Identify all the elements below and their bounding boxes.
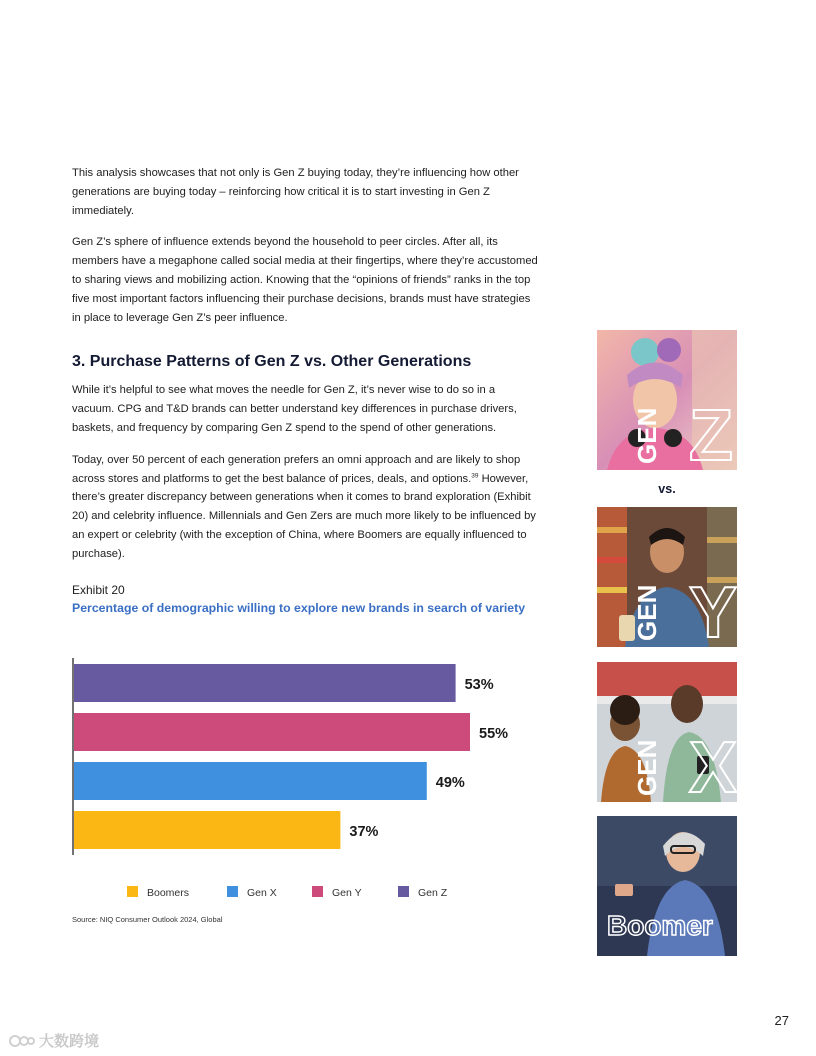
legend-label: Gen X [247, 887, 277, 899]
legend-swatch-gen-z [398, 886, 409, 897]
bar-gen-z [74, 664, 456, 702]
legend-label: Gen Y [332, 887, 362, 899]
section-heading: 3. Purchase Patterns of Gen Z vs. Other Generations [72, 353, 472, 371]
bar-value-label: 55% [479, 726, 509, 742]
gen-x-letter: X [689, 728, 737, 802]
watermark-logo-icon [9, 1032, 35, 1050]
main-content [72, 164, 538, 615]
legend-swatch-gen-y [312, 886, 323, 897]
source-note: Source: NIQ Consumer Outlook 2024, Global [72, 915, 223, 924]
gen-y-photo [597, 507, 737, 647]
section-paragraph-2-rest: However, there’s greater discrepancy between generations when it comes to brand exploration (Exhibit 20) and celebrity influence. Millennials and Gen Zers are much more likely to be influenced by an expert or celebrity (with the exception of China, where Boomers are equally influenced to purchase). [72, 472, 536, 560]
intro-paragraph-2: Gen Z’s sphere of influence extends beyond the household to peer circles. After all, its members have a megaphone called social media at their fingertips, where they’re accustomed to sharing views and mobilizing action. Knowing that the “opinions of friends” ranks in the top five most important factors influencing their purchase decisions, brands must have strategies in place to leverage Gen Z’s peer influence. [72, 236, 538, 324]
gen-y-letter: Y [689, 573, 737, 647]
exhibit-title: Percentage of demographic willing to explore new brands in search of variety [72, 600, 526, 615]
page-number: 27 [774, 1013, 789, 1028]
section-paragraph-2-main: Today, over 50 percent of each generation prefers an omni approach and are likely to shop across stores and platforms to get the best balance of prices, deals, and options. [72, 453, 521, 485]
footnote-ref[interactable]: 39 [471, 471, 479, 479]
gen-x-photo [597, 662, 737, 802]
bar-value-label: 53% [464, 677, 494, 693]
exhibit-label: Exhibit 20 [72, 582, 125, 597]
boomer-photo [597, 816, 737, 956]
legend-swatch-gen-x [227, 886, 238, 897]
gen-y-caption: GEN [632, 584, 662, 641]
section-paragraph-1: While it’s helpful to see what moves the needle for Gen Z, it’s never wise to do so in a vacuum. CPG and T&D brands can better understand key differences in purchase drivers, baskets, and frequency by comparing Gen Z spend to the spend of other generations. [72, 384, 517, 434]
vs-label: vs. [658, 482, 676, 496]
bar-value-label: 49% [435, 775, 465, 791]
watermark-text: 大数跨境 [39, 1033, 100, 1050]
boomer-caption: Boomer [607, 910, 713, 941]
bar-boomers [74, 811, 340, 849]
bar-value-label: 37% [349, 824, 379, 840]
watermark [9, 1030, 99, 1051]
bar-gen-x [74, 762, 427, 800]
legend-label: Boomers [147, 887, 190, 899]
legend-swatch-boomers [127, 886, 138, 897]
gen-z-letter: Z [689, 396, 733, 470]
gen-z-photo [597, 330, 737, 470]
gen-z-caption: GEN [632, 407, 662, 464]
bar-gen-y [74, 713, 470, 751]
gen-x-caption: GEN [632, 739, 662, 796]
intro-paragraph-1: This analysis showcases that not only is Gen Z buying today, they’re influencing how other generations are buying today – reinforcing how critical it is to start investing in Gen Z immediately. [72, 167, 519, 217]
section-paragraph-2 [72, 451, 538, 564]
legend-label: Gen Z [418, 887, 448, 899]
bar-chart [60, 650, 540, 908]
